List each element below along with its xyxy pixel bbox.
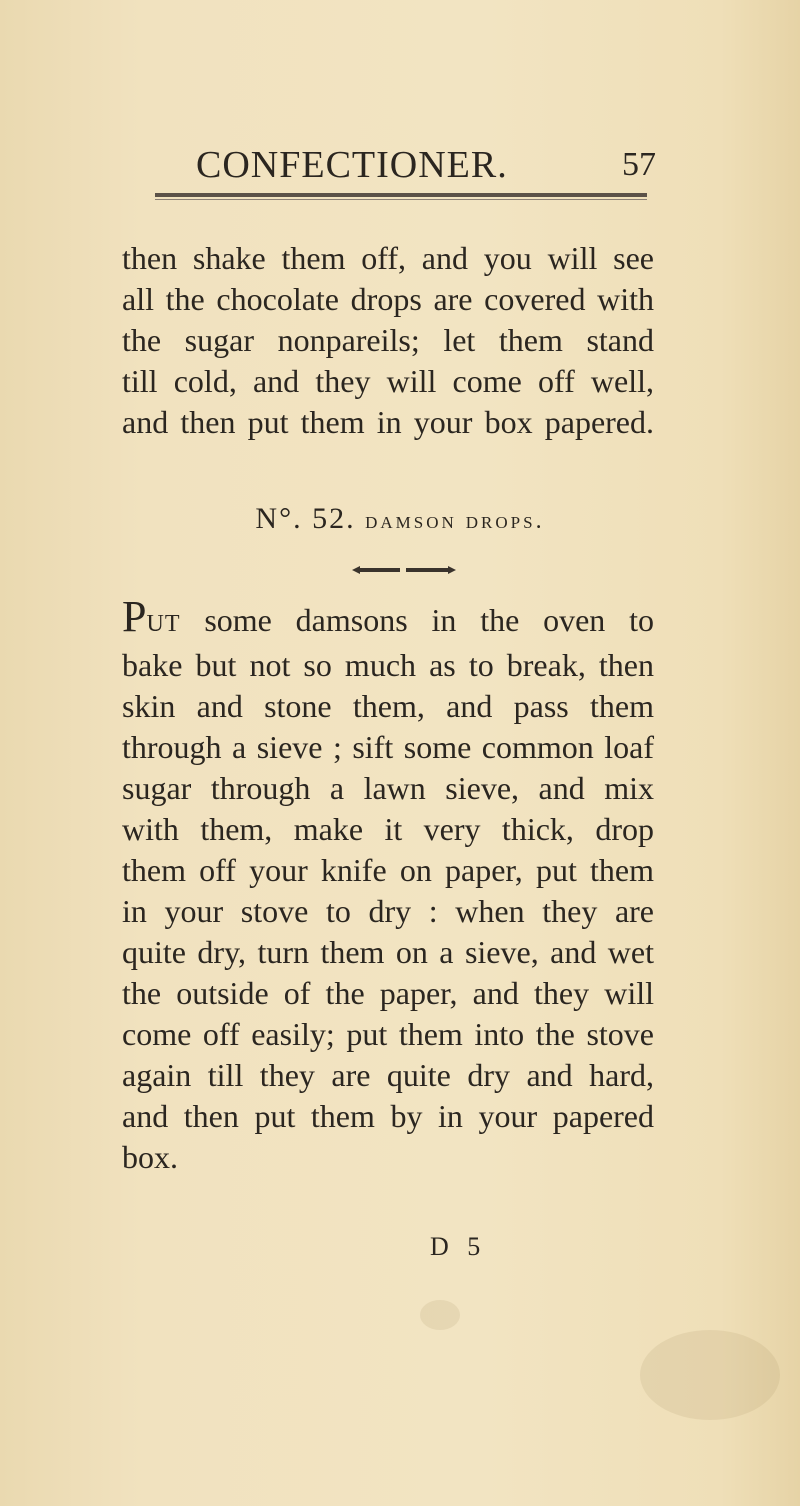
text-line-first bbox=[122, 592, 655, 645]
text-line: sugar through a lawn sieve, and mix bbox=[122, 770, 654, 806]
text-line: the outside of the paper, and they will bbox=[122, 975, 654, 1011]
header-rule bbox=[155, 193, 647, 197]
page-header bbox=[196, 140, 656, 190]
text-line: through a sieve ; sift some common loaf bbox=[122, 729, 654, 765]
running-title: CONFECTIONER. bbox=[196, 144, 508, 186]
text-line-last: box. bbox=[122, 1139, 178, 1175]
first-line-rest: some damsons in the oven to bbox=[204, 602, 655, 638]
text-line: again till they are quite dry and hard, bbox=[122, 1057, 654, 1093]
ornament-right-bar bbox=[406, 568, 448, 572]
text-line: in your stove to dry : when they are bbox=[122, 893, 654, 929]
text-line: with them, make it very thick, drop bbox=[122, 811, 654, 847]
text-line: bake but not so much as to break, then bbox=[122, 647, 654, 683]
main-paragraph bbox=[122, 592, 655, 1178]
paper-stain bbox=[420, 1300, 460, 1330]
first-word-rest: UT bbox=[146, 611, 181, 637]
continued-paragraph bbox=[122, 238, 654, 443]
ornament-left-bar bbox=[360, 568, 400, 572]
section-number: N°. 52. bbox=[255, 502, 356, 535]
header-rule-thin bbox=[155, 199, 647, 200]
ornament-right-tip bbox=[448, 566, 456, 574]
section-title: damson drops. bbox=[365, 508, 545, 534]
section-heading bbox=[0, 502, 800, 536]
ornament-left-tip bbox=[352, 566, 360, 574]
text-line: them off your knife on paper, put them bbox=[122, 852, 654, 888]
text-line: come off easily; put them into the stove bbox=[122, 1016, 654, 1052]
text-line: skin and stone them, and pass them bbox=[122, 688, 654, 724]
text-line: and then put them by in your papered bbox=[122, 1098, 654, 1134]
signature-mark: D 5 bbox=[430, 1232, 487, 1261]
text-line: and then put them in your box papered. bbox=[122, 404, 654, 440]
text-line: all the chocolate drops are covered with bbox=[122, 281, 654, 317]
text-line: till cold, and they will come off well, bbox=[122, 363, 654, 399]
text-line: quite dry, turn them on a sieve, and wet bbox=[122, 934, 654, 970]
text-line: then shake them off, and you will see bbox=[122, 240, 654, 276]
text-line: the sugar nonpareils; let them stand bbox=[122, 322, 654, 358]
page-number: 57 bbox=[622, 146, 656, 183]
drop-cap: P bbox=[122, 592, 147, 641]
paper-stain bbox=[640, 1330, 780, 1420]
ornament-rule bbox=[352, 564, 456, 576]
